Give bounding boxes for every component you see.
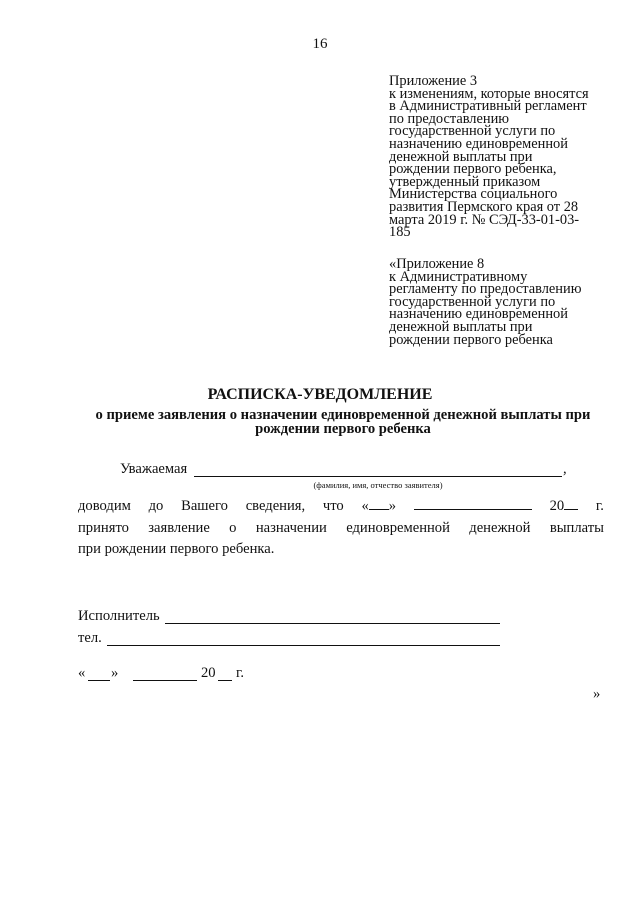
appendix-3-line: марта 2019 г. № СЭД-33-01-03-	[389, 211, 580, 228]
body-word: заявление	[148, 520, 210, 536]
year-label: 20	[549, 498, 565, 514]
appendix-8-line: государственной услуги по	[389, 293, 556, 310]
body-word: выплаты	[549, 520, 604, 536]
year-field[interactable]	[564, 508, 578, 510]
appendix-3-line: Приложение 3	[389, 73, 478, 89]
appendix-3-line: 185	[389, 224, 411, 241]
signature-year-label: 20	[201, 665, 216, 681]
body-word: единовременной	[346, 520, 450, 536]
appendix-8-line: рождении первого ребенка	[389, 331, 553, 348]
appendix-3-heading	[389, 75, 614, 239]
appendix-3-line: назначению единовременной	[389, 135, 568, 152]
appendix-3-line: Министерства социального	[389, 186, 558, 203]
executor-label: Исполнитель	[78, 608, 160, 624]
appendix-8-line: регламенту по предоставлению	[389, 281, 582, 298]
appendix-3-line: к изменениям, которые вносятся	[389, 85, 589, 102]
body-row-2	[78, 520, 604, 537]
document-subtitle	[78, 408, 608, 436]
appendix-8-line: денежной выплаты при	[389, 318, 533, 335]
body-word: что	[322, 498, 344, 514]
appendix-3-line: по предоставлению	[389, 110, 510, 127]
body-word: Вашего	[181, 498, 228, 514]
signature-date-quote-close: »	[111, 665, 119, 681]
appendix-3-line: развития Пермского края от 28	[389, 198, 579, 215]
body-word: назначении	[255, 520, 327, 536]
month-field[interactable]	[414, 508, 532, 510]
salutation-label: Уважаемая	[120, 461, 188, 477]
appendix-3-line: рождении первого ребенка,	[389, 161, 557, 178]
date-day-group	[361, 498, 396, 515]
signature-year-field[interactable]	[218, 680, 232, 681]
subtitle-line-2: рождении первого ребенка	[255, 421, 431, 437]
appendix-3-line: денежной выплаты при	[389, 148, 533, 165]
document-title: РАСПИСКА-УВЕДОМЛЕНИЕ	[207, 386, 433, 403]
signature-month-field[interactable]	[133, 680, 197, 681]
quote-open: «	[361, 498, 369, 514]
day-field[interactable]	[369, 508, 389, 510]
page-number: 16	[312, 36, 328, 52]
appendix-8-heading	[389, 258, 614, 346]
closing-quote: »	[593, 686, 601, 702]
applicant-name-hint: (фамилия, имя, отчество заявителя)	[313, 480, 443, 490]
appendix-8-line: к Административному	[389, 268, 528, 285]
phone-label: тел.	[78, 630, 102, 646]
appendix-3-line: утвержденный приказом	[389, 173, 541, 190]
body-word: доводим	[78, 498, 131, 514]
body-word: принято	[78, 520, 129, 536]
signature-date-quote-open: «	[78, 665, 86, 681]
appendix-8-line: «Приложение 8	[389, 256, 485, 272]
applicant-name-field[interactable]	[194, 476, 562, 477]
appendix-8-line: назначению единовременной	[389, 306, 568, 323]
signature-year-suffix: г.	[236, 665, 244, 681]
body-word: о	[229, 520, 237, 536]
date-year-group	[550, 498, 579, 515]
body-row-1	[78, 498, 604, 515]
body-row-3: при рождении первого ребенка.	[78, 541, 275, 557]
body-word: денежной	[469, 520, 531, 536]
signature-day-field[interactable]	[88, 680, 110, 681]
appendix-3-line: государственной услуги по	[389, 123, 556, 140]
executor-field[interactable]	[165, 623, 500, 624]
appendix-3-line: в Административный регламент	[389, 98, 587, 115]
body-word: до	[148, 498, 164, 514]
year-suffix: г.	[595, 498, 604, 514]
body-word: сведения,	[245, 498, 306, 514]
quote-close: »	[388, 498, 397, 514]
phone-field[interactable]	[107, 645, 500, 646]
subtitle-line-1: о приеме заявления о назначении единовременной денежной выплаты при	[95, 407, 591, 423]
salutation-comma: ,	[563, 461, 567, 477]
